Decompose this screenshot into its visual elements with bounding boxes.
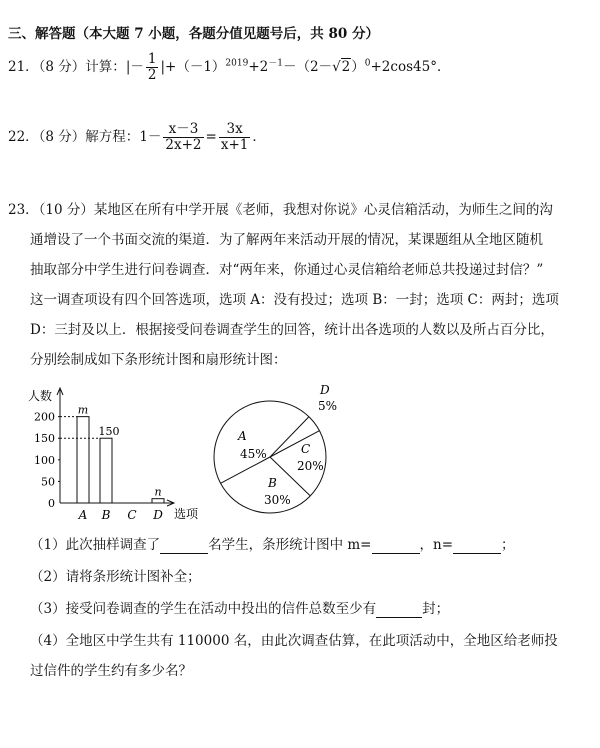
q23-line-1: 23．（10 分）某地区在所有中学开展《老师，我想对你说》心灵信箱活动，为师生之间的沟 — [8, 202, 553, 218]
y-tick-label: 0 — [48, 497, 55, 510]
sub3-text-a: （3）接受问卷调查的学生在活动中投出的信件总数至少有 — [30, 601, 377, 617]
question-22 — [8, 122, 266, 153]
y-tick-label: 150 — [34, 432, 55, 446]
blank-n[interactable] — [453, 537, 501, 554]
sub-question-3 — [30, 597, 449, 618]
pie-percent-a: 45% — [240, 447, 267, 461]
x-tick-label: A — [78, 508, 88, 522]
q21-exp2: －1 — [268, 58, 283, 69]
q21-part-a: |+（－1） — [160, 59, 226, 75]
sub-question-1 — [30, 533, 515, 554]
pie-percent-d: 5% — [318, 399, 338, 413]
q22-equals: = — [205, 129, 217, 145]
pie-chart — [208, 380, 348, 520]
pie-label-b: B — [268, 476, 277, 490]
pie-label-d: D — [320, 383, 330, 397]
sub1-text-a: （1）此次抽样调查了 — [30, 537, 161, 553]
q23-line-5: D：三封及以上．根据接受问卷调查学生的回答，统计出各选项的人数以及所占百分比， — [30, 322, 554, 338]
bar-value-label: m — [77, 403, 89, 417]
q21-frac-den: 2 — [147, 67, 157, 83]
q22-f2-num: 3x — [219, 122, 251, 138]
bar-value-label: 150 — [98, 425, 120, 439]
blank-sample-size[interactable] — [160, 537, 208, 554]
q23-line-6: 分别绘制成如下条形统计图和扇形统计图： — [30, 352, 287, 368]
x-tick-label: D — [153, 508, 163, 522]
pie-label-c: C — [301, 442, 311, 456]
q21-sqrt: √2 — [332, 59, 351, 75]
bar-b — [100, 438, 112, 503]
x-tick-label: B — [101, 508, 111, 522]
y-axis-label: 人数 — [28, 389, 53, 403]
y-tick-label: 200 — [34, 410, 55, 424]
q23-line-4: 这一调查项设有四个回答选项，选项 A：没有投过；选项 B：一封；选项 C：两封；选项 — [30, 292, 559, 308]
sub-question-4-line-1: （4）全地区中学生共有 110000 名，由此次调查估算，在此项活动中，全地区给老师投 — [30, 633, 558, 649]
pie-percent-b: 30% — [264, 493, 291, 507]
q22-fraction-2 — [219, 122, 251, 153]
q22-lead: 1－ — [139, 129, 162, 145]
q23-line-2: 通增设了一个书面交流的渠道．为了解两年来活动开展的情况，某课题组从全地区随机 — [30, 232, 543, 248]
y-tick-label: 100 — [34, 453, 55, 467]
sub-question-2: （2）请将条形统计图补全； — [30, 569, 201, 585]
q22-f2-den: x+1 — [220, 137, 249, 153]
sub1-text-b: 名学生，条形统计图中 m= — [208, 537, 372, 553]
q22-f1-den: 2x+2 — [165, 137, 202, 153]
q21-label: 21．（8 分）计算： — [8, 59, 126, 75]
pie-percent-c: 20% — [297, 459, 324, 473]
x-axis-label: 选项 — [174, 507, 199, 521]
x-tick-label: C — [127, 508, 137, 522]
sub3-text-b: 封； — [422, 601, 450, 617]
q21-exp1: 2019 — [225, 58, 249, 69]
y-tick-label: 50 — [41, 475, 55, 489]
blank-m[interactable] — [372, 537, 420, 554]
q23-line-3: 抽取部分中学生进行问卷调查．对“两年来，你通过心灵信箱给老师总共投递过封信？” — [30, 262, 544, 278]
q21-part-b: +2 — [248, 59, 269, 75]
bar-a — [77, 417, 89, 503]
section-header: 三、解答题（本大题 7 小题，各题分值见题号后，共 80 分） — [8, 26, 379, 42]
q21-exp3: 0 — [364, 58, 371, 69]
sub1-text-d: ； — [501, 537, 515, 553]
sub-question-4-line-2: 过信件的学生约有多少名？ — [30, 663, 192, 679]
q22-label: 22．（8 分）解方程： — [8, 129, 140, 145]
q22-f1-num: x－3 — [163, 122, 203, 138]
q21-fraction — [146, 52, 159, 83]
sub1-text-c: ，n= — [419, 537, 454, 553]
q21-part-d: ） — [351, 59, 365, 75]
bar-value-label: n — [154, 485, 162, 499]
blank-letter-total[interactable] — [376, 601, 422, 618]
bar-d — [152, 499, 164, 503]
question-21 — [8, 52, 450, 83]
bar-chart — [25, 382, 215, 524]
q22-tail: ． — [252, 129, 266, 145]
q21-sqrt-arg: 2 — [341, 59, 351, 75]
q21-part-e: +2cos45°． — [370, 59, 451, 75]
q21-frac-num: 1 — [147, 51, 157, 67]
q21-part-c: －（2－ — [282, 59, 333, 75]
pie-label-a: A — [238, 429, 247, 443]
q22-fraction-1 — [163, 122, 203, 153]
q21-abs-prefix: |－ — [125, 59, 144, 75]
